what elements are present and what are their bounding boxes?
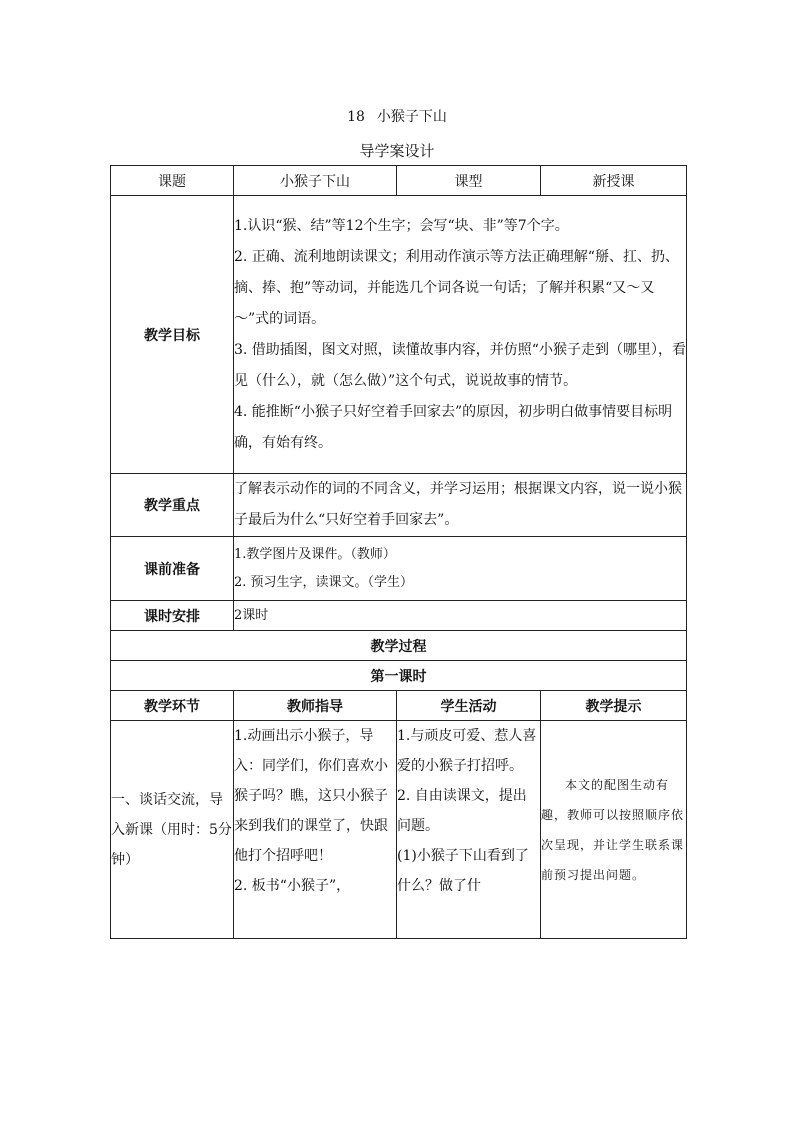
prep-content bbox=[234, 537, 687, 601]
document-subtitle: 导学案设计 bbox=[359, 142, 435, 160]
prep-row bbox=[111, 537, 687, 601]
course-label: 课题 bbox=[111, 166, 234, 196]
teacher-item: 2. 板书“小猴子”， bbox=[234, 878, 351, 894]
teacher-item: 1.动画出示小猴子，导入：同学们，你们喜欢小猴子吗？瞧，这只小猴子来到我们的课堂了，快跟他打个招呼吧！ bbox=[234, 728, 388, 864]
student-item: 1.与顽皮可爱、惹人喜爱的小猴子打招呼。 bbox=[397, 728, 537, 774]
lesson-title-row bbox=[111, 661, 687, 691]
process-title-row bbox=[111, 631, 687, 661]
prep-item: 2. 预习生字，读课文。（学生） bbox=[234, 574, 414, 590]
step1-section: 一、谈话交流，导入新课（用时：5分钟） bbox=[111, 721, 234, 939]
course-row bbox=[111, 166, 687, 196]
goals-label: 教学目标 bbox=[111, 196, 234, 474]
step1-teacher bbox=[234, 721, 397, 939]
column-header: 教学提示 bbox=[541, 691, 687, 721]
goal-item: 3. 借助插图，图文对照，读懂故事内容，并仿照“小猴子走到（哪里），看见（什么），就（怎么做）”这个句式，说说故事的情节。 bbox=[234, 341, 686, 389]
column-header: 学生活动 bbox=[397, 691, 541, 721]
lesson-plan-table bbox=[110, 165, 687, 939]
step1-hint bbox=[541, 721, 687, 939]
focus-content: 了解表示动作的词的不同含义，并学习运用；根据课文内容，说一说小猴子最后为什么“只好空着手回家去”。 bbox=[234, 474, 687, 537]
schedule-row bbox=[111, 601, 687, 631]
step1-student bbox=[397, 721, 541, 939]
goal-item: 1.认识“猴、结”等12个生字；会写“块、非”等7个字。 bbox=[234, 217, 569, 234]
hint-text: 本文的配图生动有趣，教师可以按照顺序依次呈现，并让学生联系课前预习提出问题。 bbox=[541, 777, 685, 882]
lesson-title: 第一课时 bbox=[111, 661, 687, 691]
process-title: 教学过程 bbox=[111, 631, 687, 661]
column-header: 教学环节 bbox=[111, 691, 234, 721]
schedule-value: 2课时 bbox=[234, 601, 687, 631]
student-item: 2. 自由读课文，提出问题。 bbox=[397, 788, 527, 834]
column-header: 教师指导 bbox=[234, 691, 397, 721]
goal-item: 4. 能推断“小猴子只好空着手回家去”的原因，初步明白做事情要目标明确，有始有终。 bbox=[234, 403, 673, 451]
column-header-row bbox=[111, 691, 687, 721]
goals-row bbox=[111, 196, 687, 474]
type-label: 课型 bbox=[397, 166, 541, 196]
goals-content bbox=[234, 196, 687, 474]
focus-row bbox=[111, 474, 687, 537]
goal-item: 2. 正确、流利地朗读课文；利用动作演示等方法正确理解“掰、扛、扔、摘、捧、抱”等动词，并能选几个词各说一句话；了解并积累“又～又～”式的词语。 bbox=[234, 248, 679, 327]
step1-row bbox=[111, 721, 687, 939]
lesson-title: 小猴子下山 bbox=[376, 109, 447, 125]
course-name: 小猴子下山 bbox=[234, 166, 397, 196]
schedule-label: 课时安排 bbox=[111, 601, 234, 631]
type-value: 新授课 bbox=[541, 166, 687, 196]
student-item: (1)小猴子下山看到了什么？做了什 bbox=[397, 848, 529, 894]
lesson-number: 18 bbox=[347, 109, 365, 125]
focus-label: 教学重点 bbox=[111, 474, 234, 537]
prep-label: 课前准备 bbox=[111, 537, 234, 601]
document-title bbox=[0, 106, 794, 126]
prep-item: 1.教学图片及课件。（教师） bbox=[234, 546, 396, 562]
